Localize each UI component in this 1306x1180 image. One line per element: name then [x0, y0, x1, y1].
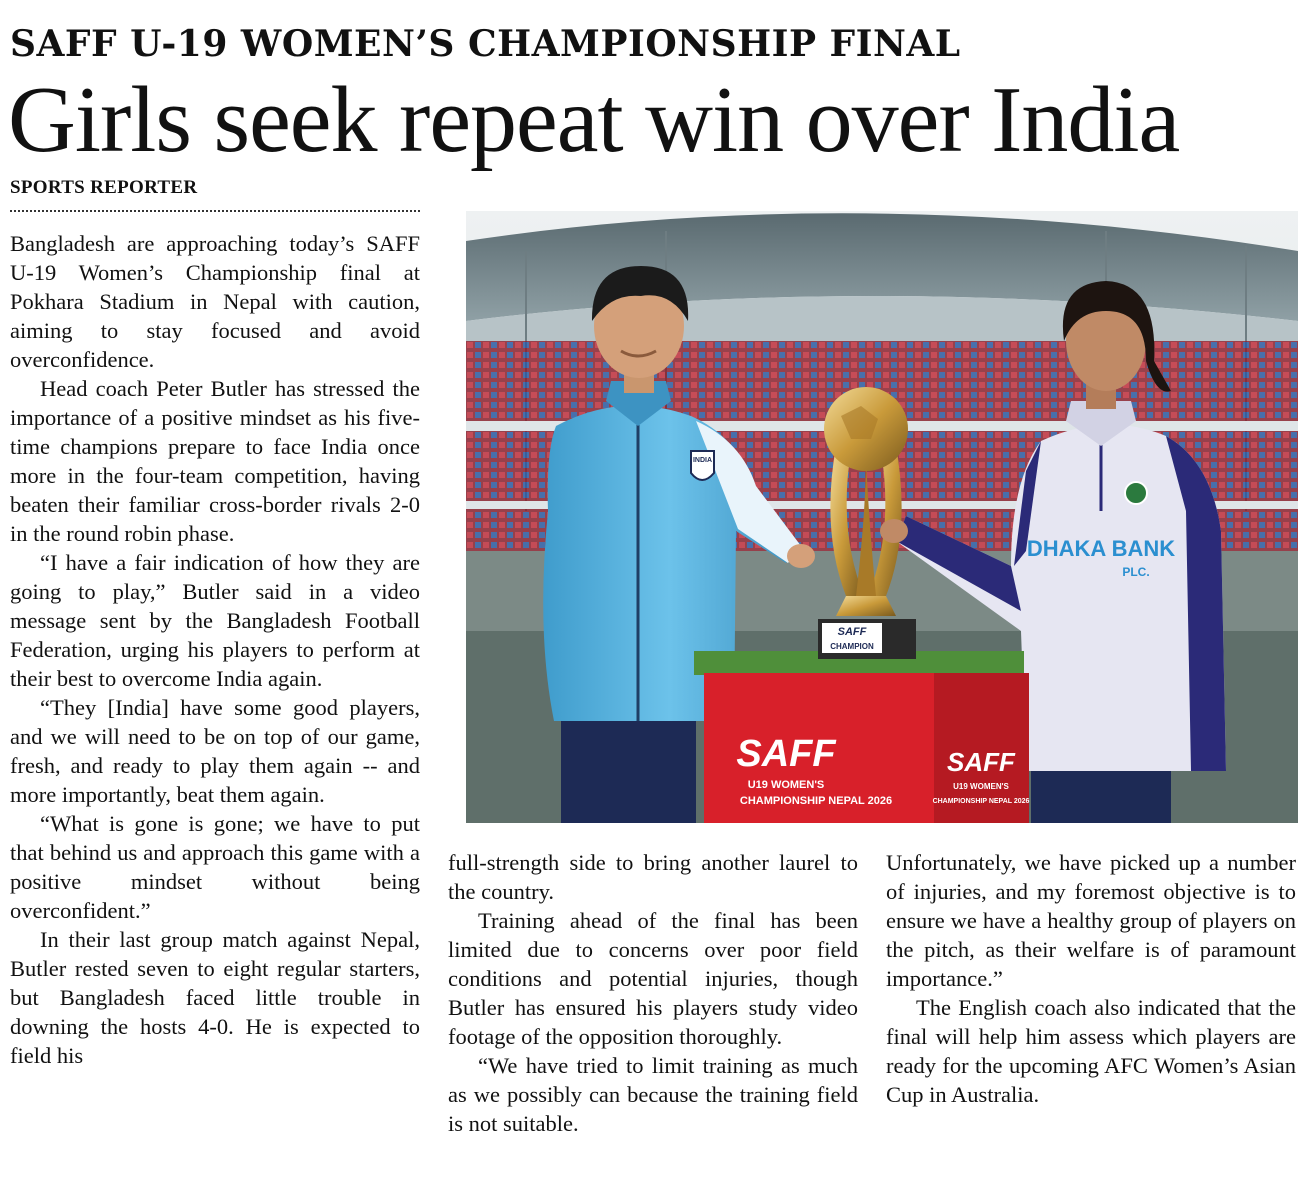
headline: Girls seek repeat win over India: [8, 68, 1180, 172]
bangladesh-player-hand: [880, 519, 908, 543]
podium-side-line-1: U19 WOMEN'S: [953, 782, 1009, 791]
article-column-1: [10, 229, 420, 1070]
plaque-brand: SAFF: [837, 626, 867, 638]
paragraph: Training ahead of the final has been limited due to concerns over poor field conditions and potential injuries, though Butler has ensured his players study video footage of the opposition thoroughly.: [448, 908, 858, 1049]
section-kicker: SAFF U-19 WOMEN’S CHAMPIONSHIP FINAL: [10, 23, 961, 65]
podium-side-line-2: CHAMPIONSHIP NEPAL 2026: [932, 798, 1030, 805]
paragraph: “They [India] have some good players, and we will need to be on top of our game, fresh, and ready to play them again -- and more importantly, beat them again.: [10, 695, 420, 807]
podium-side-brand: SAFF: [947, 747, 1015, 777]
photo-illustration: [466, 211, 1298, 823]
podium-line-1: U19 WOMEN'S: [747, 779, 825, 791]
podium: [704, 673, 1030, 823]
byline: SPORTS REPORTER: [10, 177, 198, 198]
article-column-3: [886, 848, 1296, 1109]
paragraph: full-strength side to bring another laurel to the country.: [448, 850, 858, 904]
paragraph: “We have tried to limit training as much as we possibly can because the training field is not suitable.: [448, 1053, 858, 1136]
jersey-sponsor: DHAKA BANK: [1026, 536, 1176, 561]
paragraph: Head coach Peter Butler has stressed the importance of a positive mindset as his five-time champions prepare to face India once more in the four-team competition, having beaten their familiar cross-border rivals 2-0 in the round robin phase.: [10, 376, 420, 546]
plaque-text: CHAMPION: [830, 642, 874, 651]
podium-line-2: CHAMPIONSHIP NEPAL 2026: [739, 795, 893, 807]
jersey-sponsor-sub: PLC.: [1122, 565, 1150, 579]
paragraph: Bangladesh are approaching today’s SAFF U-19 Women’s Championship final at Pokhara Stadium in Nepal with caution, aiming to stay focused and avoid overconfidence.: [10, 231, 420, 372]
podium-brand: SAFF: [736, 733, 836, 775]
paragraph: “I have a fair indication of how they are going to play,” Butler said in a video message sent by the Bangladesh Football Federation, urging his players to perform at their best to overcome India again.: [10, 550, 420, 691]
paragraph: The English coach also indicated that the final will help him assess which players are ready for the upcoming AFC Women’s Asian Cup in Australia.: [886, 995, 1296, 1107]
byline-divider: [10, 210, 420, 212]
india-player-hand: [787, 544, 815, 568]
jacket-badge: INDIA: [692, 457, 713, 464]
paragraph: Unfortunately, we have picked up a number of injuries, and my foremost objective is to ensure we have a healthy group of players on the pitch, as their welfare is of paramount importance.”: [886, 850, 1296, 991]
paragraph: In their last group match against Nepal, Butler rested seven to eight regular starters, but Bangladesh faced little trouble in downing the hosts 4-0. He is expected to field his: [10, 927, 420, 1068]
article-column-2: [448, 848, 858, 1138]
news-photo: [466, 211, 1298, 823]
paragraph: “What is gone is gone; we have to put that behind us and approach this game with a positive mindset without being overconfident.”: [10, 811, 420, 923]
